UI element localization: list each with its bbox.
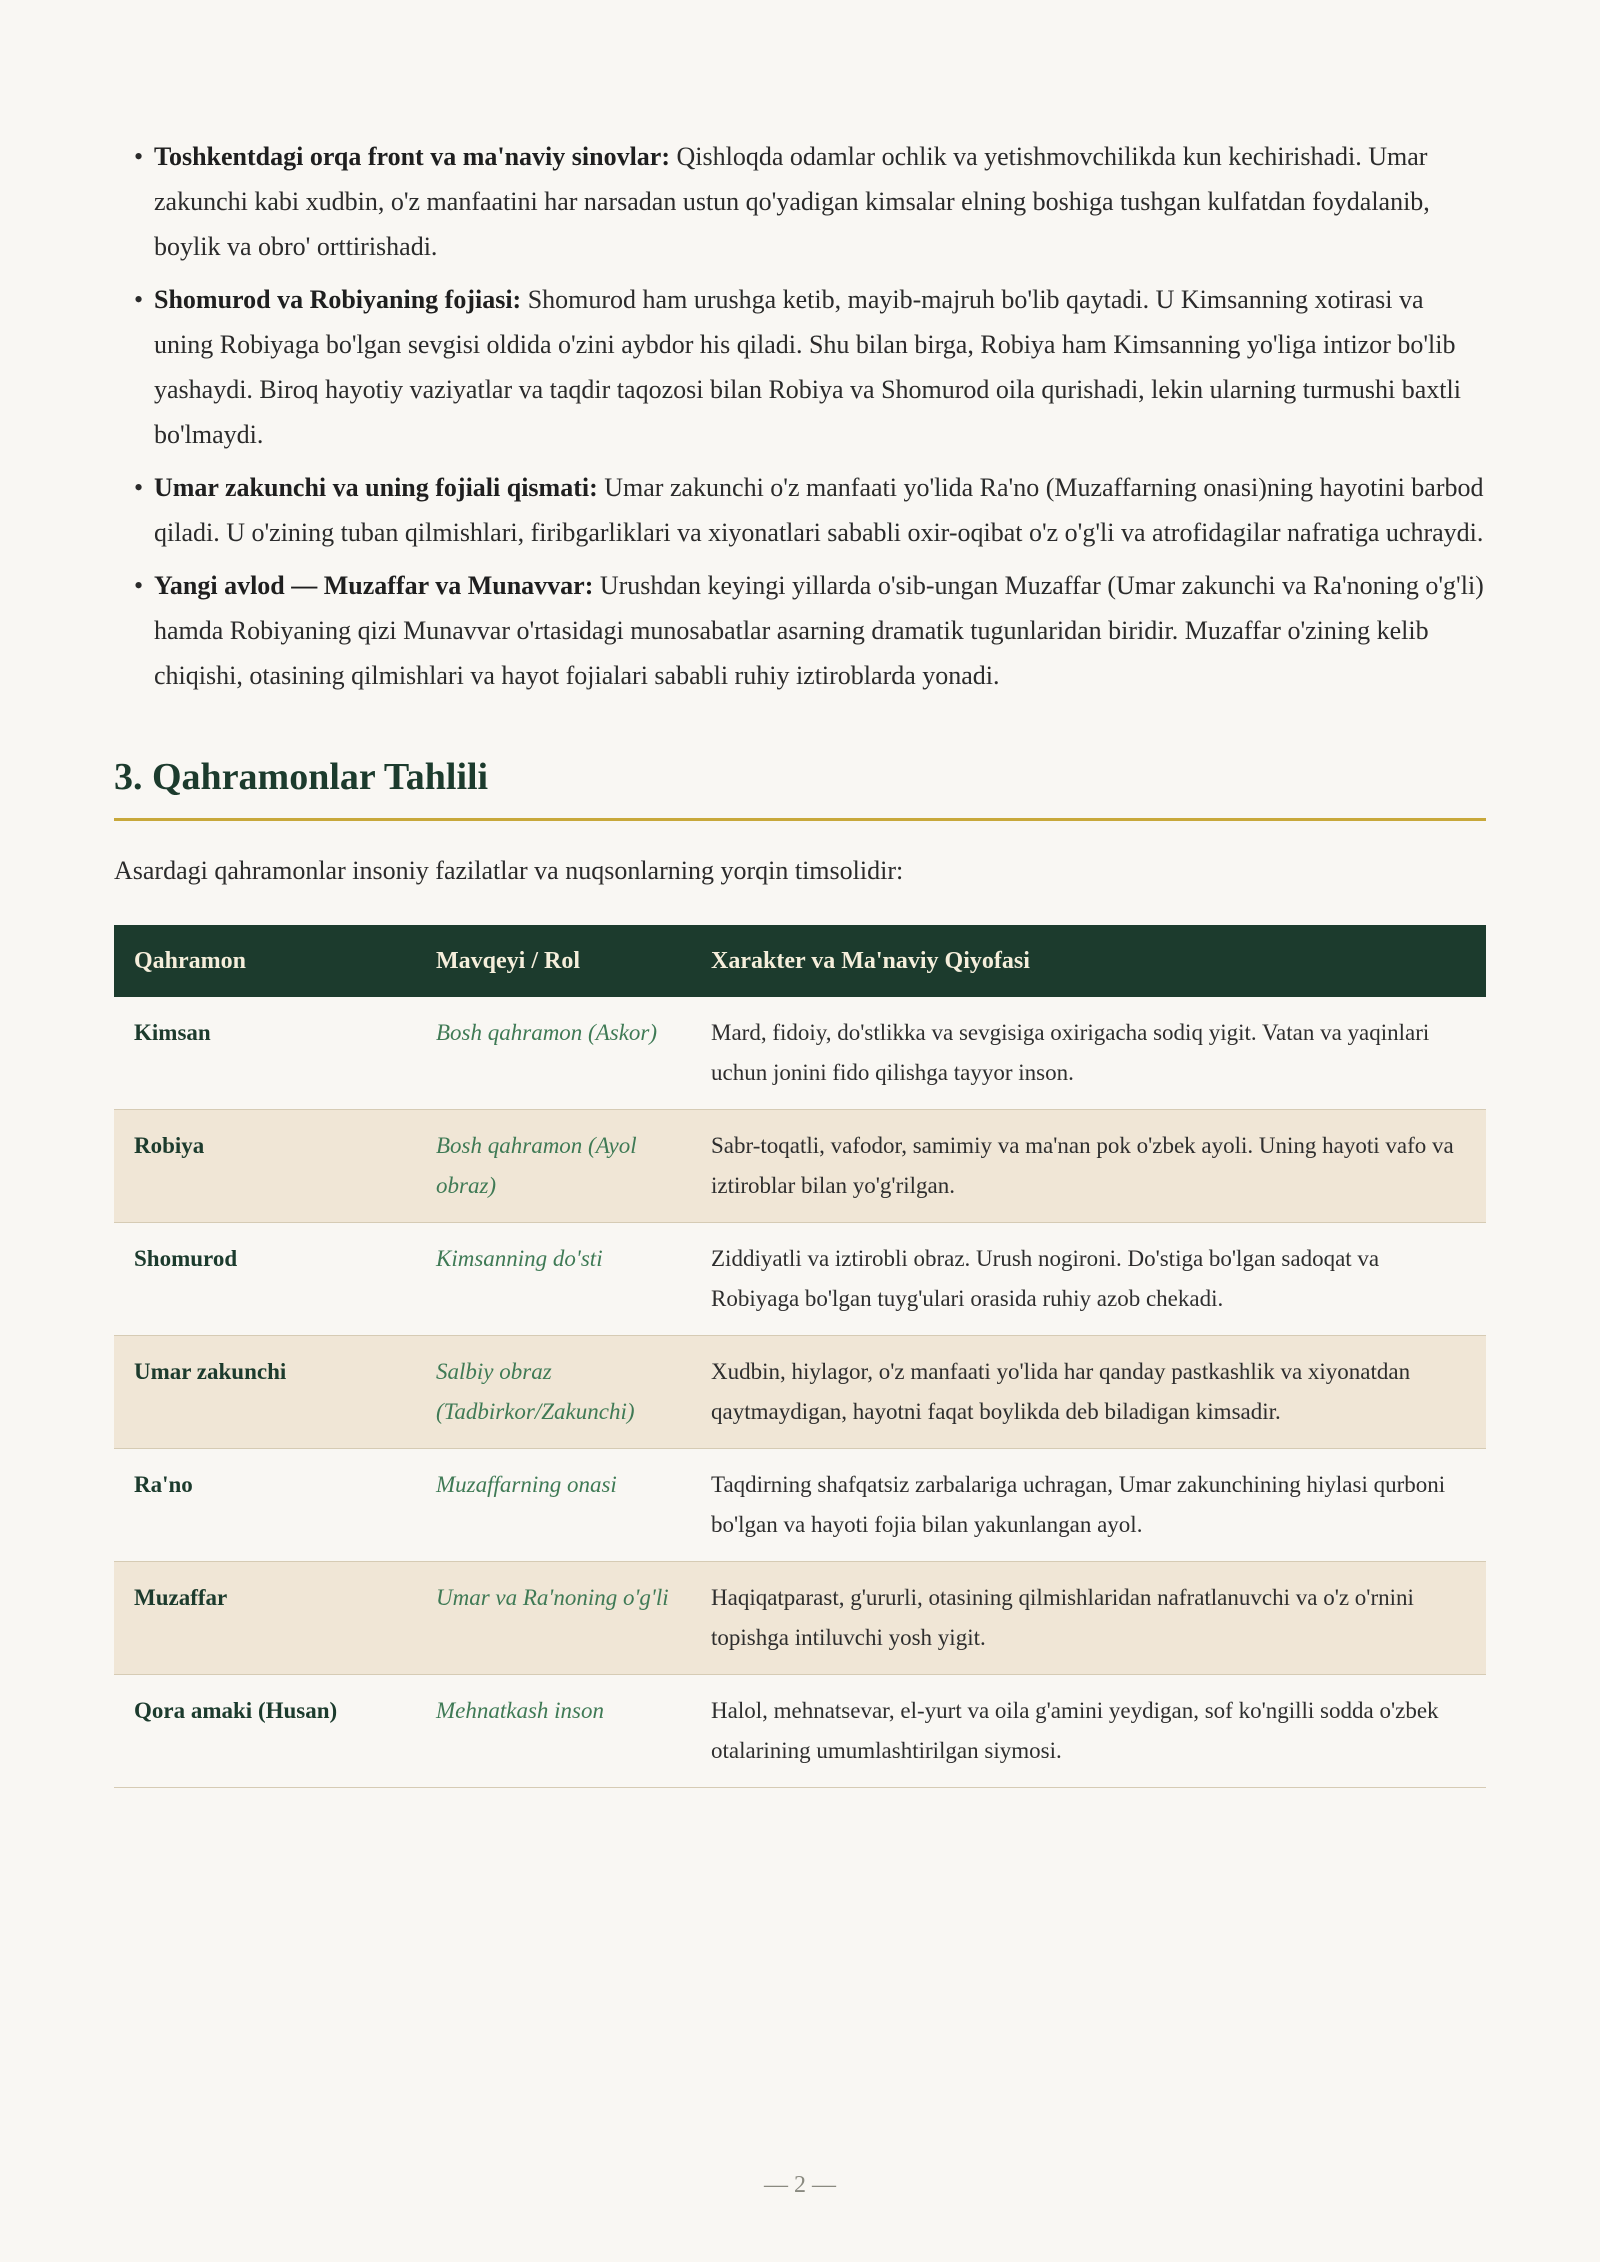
character-role: Bosh qahramon (Askor): [416, 997, 691, 1110]
plot-bullet-list: [114, 134, 1486, 698]
table-row: [114, 1336, 1486, 1449]
table-row: [114, 1562, 1486, 1675]
list-item: [114, 277, 1486, 457]
table-row: [114, 1449, 1486, 1562]
column-header-role: Mavqeyi / Rol: [416, 925, 691, 997]
table-row: [114, 997, 1486, 1110]
list-item: [114, 465, 1486, 555]
column-header-character: Qahramon: [114, 925, 416, 997]
bullet-text: Shomurod ham urushga ketib, mayib-majruh bo'lib qaytadi. U Kimsanning xotirasi va uning Robiyaga bo'lgan sevgisi oldida o'zini aybdor his qiladi. Shu bilan birga, Robiya ham Kimsanning yo'liga intizor bo'lib yashaydi. Biroq hayotiy vaziyatlar va taqdir taqozosi bilan Robiya va Shomurod oila qurishadi, lekin ularning turmushi baxtli bo'lmaydi.: [154, 285, 1461, 449]
document-page: [114, 134, 1486, 1788]
list-item: [114, 563, 1486, 698]
bullet-title: Yangi avlod — Muzaffar va Munavvar:: [154, 571, 594, 600]
table-row: [114, 1110, 1486, 1223]
character-description: Xudbin, hiylagor, o'z manfaati yo'lida har qanday pastkashlik va xiyonatdan qaytmaydigan, hayotni faqat boylikda deb biladigan kimsadir.: [691, 1336, 1486, 1449]
section-heading: 3. Qahramonlar Tahlili: [114, 752, 1486, 821]
character-name: Robiya: [114, 1110, 416, 1223]
list-item: [114, 134, 1486, 269]
table-row: [114, 1223, 1486, 1336]
character-role: Muzaffarning onasi: [416, 1449, 691, 1562]
character-role: Salbiy obraz (Tadbirkor/Zakunchi): [416, 1336, 691, 1449]
bullet-text: Qishloqda odamlar ochlik va yetishmovchilikda kun kechirishadi. Umar zakunchi kabi xudbin, o'z manfaatini har narsadan ustun qo'yadigan kimsalar elning boshiga tushgan kulfatdan foydalanib, boylik va obro' orttirishadi.: [154, 142, 1430, 261]
bullet-icon: •: [134, 571, 144, 600]
character-name: Muzaffar: [114, 1562, 416, 1675]
character-name: Ra'no: [114, 1449, 416, 1562]
bullet-text: Umar zakunchi o'z manfaati yo'lida Ra'no (Muzaffarning onasi)ning hayotini barbod qiladi. U o'zining tuban qilmishlari, firibgarliklari va xiyonatlari sababli oxir-oqibat o'z o'g'li va atrofidagilar nafratiga uchraydi.: [154, 473, 1484, 547]
character-description: Sabr-toqatli, vafodor, samimiy va ma'nan pok o'zbek ayoli. Uning hayoti vafo va iztiroblar bilan yo'g'rilgan.: [691, 1110, 1486, 1223]
bullet-icon: •: [134, 142, 144, 171]
bullet-text: Urushdan keyingi yillarda o'sib-ungan Muzaffar (Umar zakunchi va Ra'noning o'g'li) hamda Robiyaning qizi Munavvar o'rtasidagi munosabatlar asarning dramatik tugunlaridan biridir. Muzaffar o'zining kelib chiqishi, otasining qilmishlari va hayot fojialari sababli ruhiy iztiroblarda yonadi.: [154, 571, 1484, 690]
bullet-title: Toshkentdagi orqa front va ma'naviy sinovlar:: [154, 142, 671, 171]
section-intro: Asardagi qahramonlar insoniy fazilatlar va nuqsonlarning yorqin timsolidir:: [114, 856, 904, 885]
bullet-icon: •: [134, 285, 144, 314]
character-description: Haqiqatparast, g'ururli, otasining qilmishlaridan nafratlanuvchi va o'z o'rnini topishga intiluvchi yosh yigit.: [691, 1562, 1486, 1675]
character-description: Mard, fidoiy, do'stlikka va sevgisiga oxirigacha sodiq yigit. Vatan va yaqinlari uchun jonini fido qilishga tayyor inson.: [691, 997, 1486, 1110]
characters-table: [114, 925, 1486, 1788]
character-name: Shomurod: [114, 1223, 416, 1336]
page-number: — 2 —: [764, 2172, 836, 2198]
character-role: Kimsanning do'sti: [416, 1223, 691, 1336]
character-description: Taqdirning shafqatsiz zarbalariga uchragan, Umar zakunchining hiylasi qurboni bo'lgan va hayoti fojia bilan yakunlangan ayol.: [691, 1449, 1486, 1562]
bullet-title: Umar zakunchi va uning fojiali qismati:: [154, 473, 598, 502]
character-description: Ziddiyatli va iztirobli obraz. Urush nogironi. Do'stiga bo'lgan sadoqat va Robiyaga bo'lgan tuyg'ulari orasida ruhiy azob chekadi.: [691, 1223, 1486, 1336]
table-header-row: [114, 925, 1486, 997]
character-name: Umar zakunchi: [114, 1336, 416, 1449]
column-header-description: Xarakter va Ma'naviy Qiyofasi: [691, 925, 1486, 997]
character-name: Qora amaki (Husan): [114, 1675, 416, 1788]
character-name: Kimsan: [114, 997, 416, 1110]
table-row: [114, 1675, 1486, 1788]
character-role: Umar va Ra'noning o'g'li: [416, 1562, 691, 1675]
bullet-title: Shomurod va Robiyaning fojiasi:: [154, 285, 522, 314]
character-description: Halol, mehnatsevar, el-yurt va oila g'amini yeydigan, sof ko'ngilli sodda o'zbek otalarining umumlashtirilgan siymosi.: [691, 1675, 1486, 1788]
bullet-icon: •: [134, 473, 144, 502]
character-role: Mehnatkash inson: [416, 1675, 691, 1788]
character-role: Bosh qahramon (Ayol obraz): [416, 1110, 691, 1223]
